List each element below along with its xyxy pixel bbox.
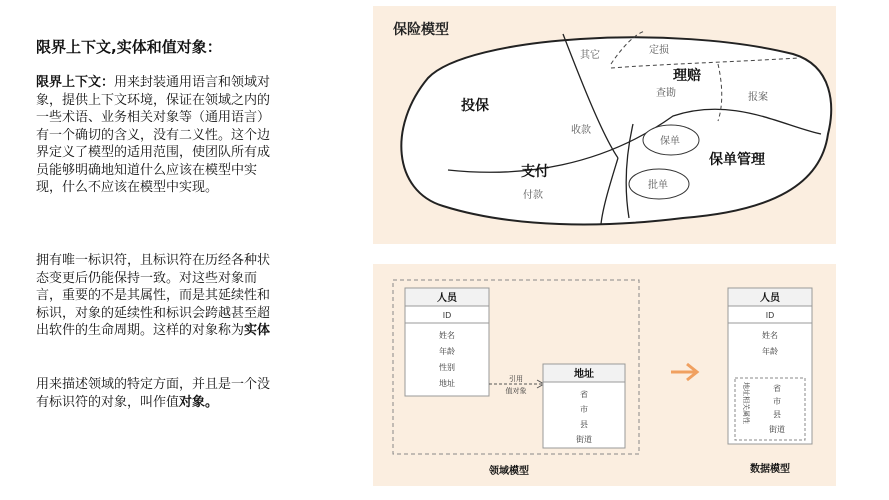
- address-field-3: 街道: [576, 435, 592, 444]
- value-object-text: 用来描述领域的特定方面，并且是一个没有标识符的对象，叫作值: [36, 377, 271, 410]
- model-diagram: [373, 264, 836, 486]
- value-object-paragraph: [36, 376, 272, 411]
- data-person-title: 人员: [760, 293, 780, 304]
- label-baodan-small: 保单: [660, 136, 680, 147]
- person-field-1: 年龄: [439, 347, 455, 356]
- label-chakan: 查勘: [656, 88, 676, 99]
- data-model-label: 数据模型: [750, 464, 790, 475]
- label-pidan: 批单: [648, 180, 668, 191]
- label-baoan: 报案: [748, 92, 768, 103]
- data-addr-field-2: 县: [773, 410, 781, 419]
- data-field-1: 年龄: [762, 347, 778, 356]
- entity-paragraph: [36, 252, 272, 340]
- label-baodan: 保单管理: [709, 152, 765, 168]
- insurance-title: 保险模型: [393, 22, 449, 38]
- label-fukuan: 付款: [523, 190, 543, 201]
- address-field-1: 市: [580, 405, 588, 414]
- data-addr-field-1: 市: [773, 397, 781, 406]
- entity-bold: 实体: [244, 323, 271, 338]
- label-lipei: 理赔: [673, 68, 701, 84]
- person-field-2: 性别: [439, 363, 455, 372]
- entity-text: 拥有唯一标识符，且标识符在历经各种状态变更后仍能保持一致。对这些对象而言，重要的不是其属性，而是其延续性和标识，对象的延续性和标识会跨越甚至超出软件的生命周期。这样的对象称为: [36, 253, 271, 338]
- value-object-bold: 对象。: [179, 394, 219, 410]
- address-field-0: 省: [580, 390, 588, 399]
- person-title: 人员: [437, 293, 457, 304]
- bounded-context-lead: 限界上下文：: [36, 75, 115, 90]
- transform-arrow-icon: [671, 364, 697, 380]
- bounded-context-text: 用来封装通用语言和领域对象，提供上下文环境，保证在领域之内的一些术语、业务相关对象等（通用语言）有一个确切的含义，没有二义性。这个边界定义了模型的适用范围，使团队所有成员能够明确地知道什么应该在模型中实现，什么不应该在模型中实现。: [36, 75, 271, 195]
- data-addr-field-3: 街道: [769, 425, 785, 434]
- address-title: 地址: [574, 369, 594, 380]
- person-field-3: 地址: [439, 379, 455, 388]
- data-person-id: ID: [765, 311, 775, 320]
- bounded-context-paragraph: [36, 74, 272, 197]
- model-comparison-panel: [373, 264, 836, 486]
- label-dingsun: 定损: [649, 45, 669, 56]
- label-qita: 其它: [580, 50, 600, 61]
- person-field-0: 姓名: [439, 331, 455, 340]
- left-title: 限界上下文,实体和值对象：: [36, 38, 222, 56]
- reference-label-2: 值对象: [505, 387, 527, 395]
- insurance-outline: [401, 37, 831, 224]
- insurance-diagram: [373, 6, 836, 244]
- insurance-model-panel: [373, 6, 836, 244]
- label-zhifu: 支付: [521, 164, 549, 180]
- reference-label-1: 引用: [509, 375, 523, 383]
- address-attr-label: 地址相关属性: [742, 382, 750, 424]
- address-field-2: 县: [580, 420, 588, 429]
- label-toubao: 投保: [461, 98, 489, 114]
- data-addr-field-0: 省: [773, 384, 781, 393]
- label-shoukuan: 收款: [571, 125, 591, 136]
- data-field-0: 姓名: [762, 331, 778, 340]
- domain-model-label: 领域模型: [489, 466, 529, 477]
- person-id: ID: [442, 311, 452, 320]
